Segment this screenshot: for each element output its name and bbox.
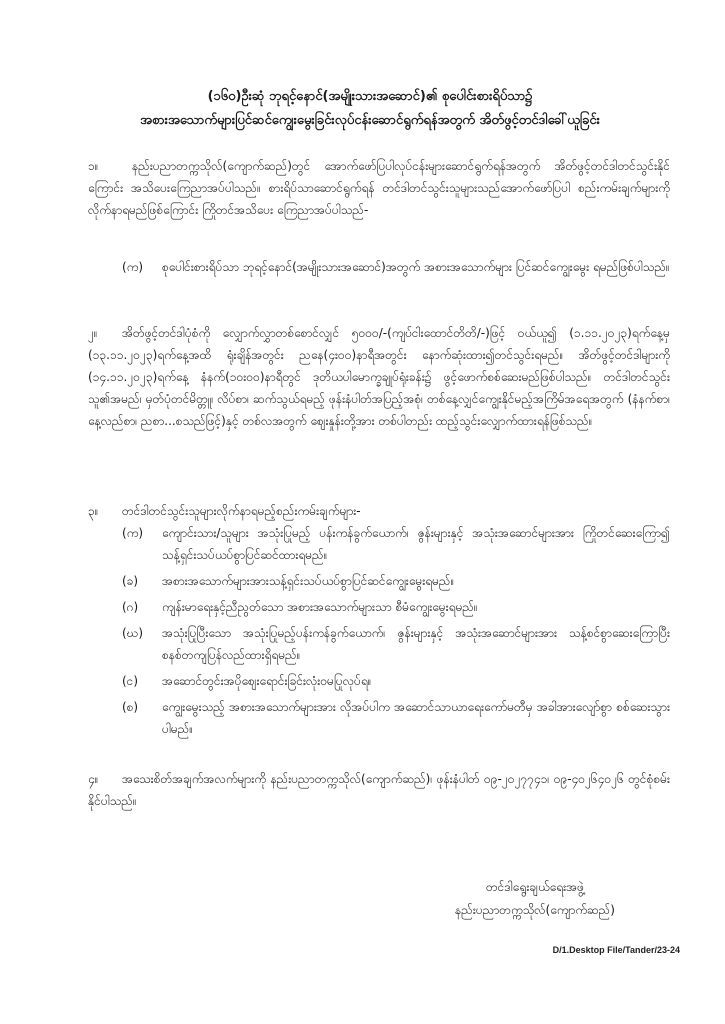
para3-item-text: အစားအသောက်များအားသန့်ရှင်းသပ်ယပ်စွာပြင်ဆင်ကျွေးမွေးရမည်။ — [162, 574, 455, 588]
file-reference: D/1.Desktop File/Tander/23-24 — [552, 945, 680, 955]
signature-committee: တင်ဒါရွေးချယ်ရေးအဖွဲ့ — [486, 880, 584, 894]
para3-item-text: အသုံးပြုပြီးသော အသုံးပြုမည့်ပန်းကန်ခွက်ယောက်၊ ဇွန်းများနှင့် အသုံးအဆောင်များအား သန့်စင်စွာဆေးကြောပြီး စနစ်တကျပြန်လည်ထားရှိရမည်။ — [162, 626, 670, 662]
signature-institution: နည်းပညာတက္ကသိုလ်(ကျောက်ဆည်) — [455, 903, 615, 917]
para3-item-marker: (ဂ) — [122, 600, 139, 614]
para1-text: နည်းပညာတက္ကသိုလ်(ကျောက်ဆည်)တွင် အောက်ဖော်ပြပါလုပ်ငန်းများဆောင်ရွက်ရန်အတွက် အိတ်ဖွင့်တင်ဒါတင်သွင်းနိုင်ကြောင်း အသိပေးကြေညာအပ်ပါသည်။ စားရိပ်သာဆောင်ရွက်ရန် တင်ဒါတင်သွင်းသူများသည်အောက်ဖော်ပြပါ စည်းကမ်းချက်များကိုလိုက်နာရမည်ဖြစ်ကြောင်း ကြိုတင်အသိပေး ကြေညာအပ်ပါသည်- — [88, 159, 670, 217]
para3-item-marker: (စ) — [122, 700, 139, 714]
para3-lead: တင်ဒါတင်သွင်းသူများလိုက်နာရမည့်စည်းကမ်းချက်များ- — [122, 504, 361, 518]
para3-item-text: ကျန်းမာရေးနှင့်ညီညွတ်သော အစားအသောက်များသာ စီမံကျွေးမွေးရမည်။ — [162, 600, 478, 614]
document-title-line1: (၁၆၀)ဦးဆုံ ဘုရင့်နောင်(အမျိုးသားအဆောင်)၏ စုပေါင်းစားရိပ်သာ၌ — [207, 89, 533, 104]
para4-number: ၄။ — [88, 772, 99, 786]
para3-number: ၃။ — [88, 504, 99, 518]
para3-item-marker: (က) — [122, 526, 144, 540]
para3-item-marker: (ခ) — [122, 574, 139, 588]
para3-item-text: ကျွေးမွေးသည့် အစားအသောက်များအား လိုအပ်ပါက အဆောင်သာယာရေးကော်မတီမှ အခါအားလျော်စွာ စစ်ဆေးသွားပါမည်။ — [162, 700, 670, 736]
para1-sub-marker: (က) — [122, 260, 144, 274]
para3-item-text: အဆောင်တွင်းအပိုဈေးရောင်းခြင်းလုံးဝမပြုလုပ်ရ။ — [162, 674, 372, 688]
para3-item-text: ကျောင်းသား/သူများ အသုံးပြုမည့် ပန်းကန်ခွက်ယောက်၊ ဇွန်းများနှင့် အသုံးအဆောင်များအား ကြိုတင်ဆေးကြော၍ သန့်ရှင်းသပ်ယပ်စွာပြင်ဆင်ထားရမည်။ — [162, 526, 670, 562]
para4-text: အသေးစိတ်အချက်အလက်များကို နည်းပညာတက္ကသိုလ်(ကျောက်ဆည်)၊ ဖုန်းနံပါတ် ၀၉-၂၀၂၇၇၄၁၊ ၀၉-၄၀၂၆၄၀၂၆ တွင်စုံစမ်းနိုင်ပါသည်။ — [88, 772, 670, 808]
para1-sub-text: စုပေါင်းစားရိပ်သာ ဘုရင့်နောင်(အမျိုးသားအဆောင်)အတွက် အစားအသောက်များ ပြင်ဆင်ကျွေးမွေး ရမည်ဖြစ်ပါသည်။ — [162, 260, 670, 274]
document-title-line2: အစားအသောက်များပြင်ဆင်ကျွေးမွေးခြင်းလုပ်ငန်းဆောင်ရွက်ရန်အတွက် အိတ်ဖွင့်တင်ဒါခေါ်ယူခြင်း — [140, 113, 600, 128]
para2-number: ၂။ — [88, 326, 98, 340]
para3-item-marker: (ဃ) — [122, 626, 144, 640]
para3-item-marker: (င) — [122, 674, 139, 688]
para1-number: ၁။ — [88, 159, 99, 173]
para2-text: အိတ်ဖွင့်တင်ဒါပုံစံကို လျှောက်လွှာတစ်စောင်လျှင် ၅၀၀၀/-(ကျပ်ငါးထောင်တိတိ/-)ဖြင့် ဝယ်ယူ၍ (၁.၁၁.၂၀၂၃)ရက်နေ့မှ (၁၃.၁၁.၂၀၂၃)ရက်နေ့အထိ ရုံးချိန်အတွင်း ညနေ(၄း၀၀)နာရီအတွင်း နောက်ဆုံးထား၍တင်သွင်းရမည်။ အိတ်ဖွင့်တင်ဒါများကို (၁၄.၁၁.၂၀၂၃)ရက်နေ့ နံနက်(၁၀း၀၀)နာရီတွင် ဒုတိယပါမောက္ခချုပ်ရုံးခန်း၌ ဖွင့်ဖောက်စစ်ဆေးမည်ဖြစ်ပါသည်။ တင်ဒါတင်သွင်းသူ၏အမည်၊ မှတ်ပုံတင်မိတ္တူ၊ လိပ်စာ၊ ဆက်သွယ်ရမည့် ဖုန်းနံပါတ်အပြည့်အစုံ၊ တစ်နေ့လျှင်ကျွေးနိုင်မည့်အကြိမ်အရေအတွက် (နံနက်စာ၊ နေ့လည်စာ၊ ညစာ...စသည်ဖြင့်)နှင့် တစ်လအတွက် ဈေးနှုန်းတို့အား တစ်ပါတည်း ထည့်သွင်းလျှောက်ထားရန်ဖြစ်သည်။ — [88, 326, 670, 428]
